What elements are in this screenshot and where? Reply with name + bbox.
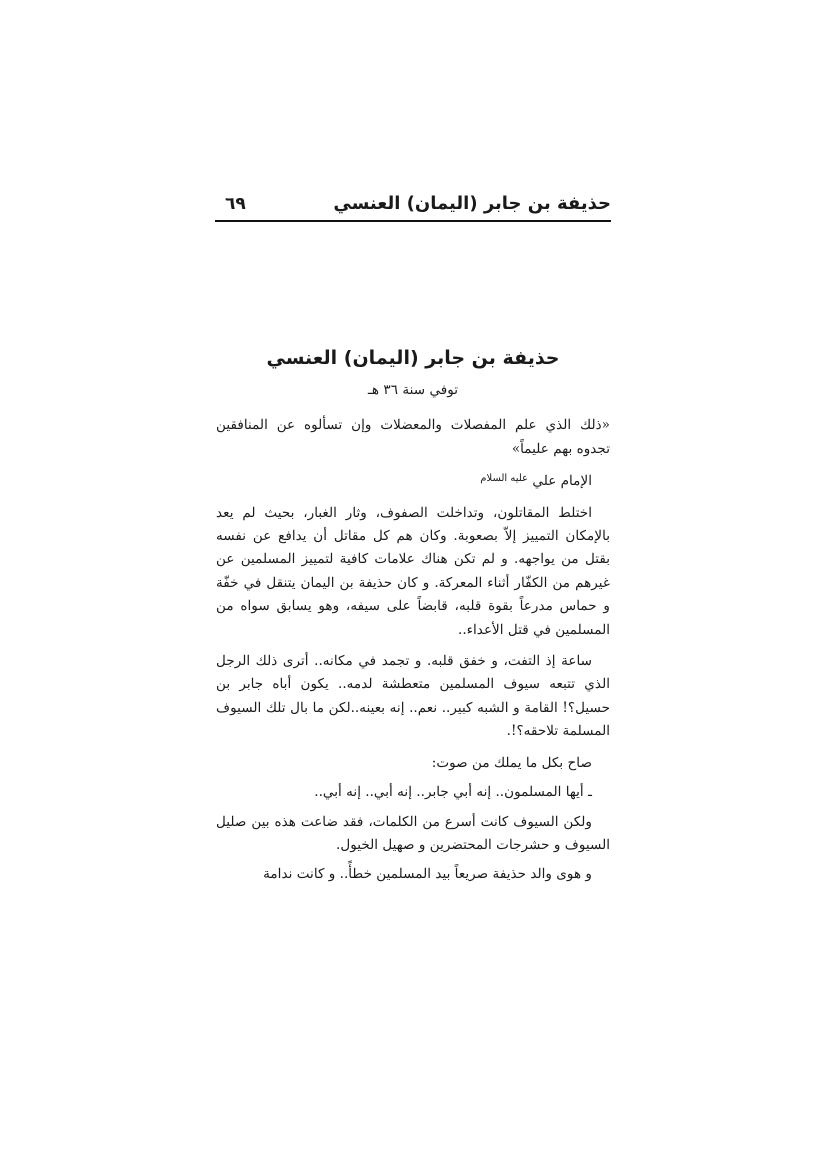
death-year: توفي سنة ٣٦ هـ [367, 382, 459, 398]
epigraph-attribution [216, 467, 592, 493]
paragraph-battle: اختلط المقاتلون، وتداخلت الصفوف، وثار الغبار، بحيث لم يعد بالإمكان التمييز إلاّ بصعوبة. وكان هم كل مقاتل أن يدافع عن نفسه بقتل من يواجهه. و لم تكن هناك علامات كافية لتمييز المسلمين عن غيرهم من الكفّار أثناء المعركة. و كان حذيفة بن اليمان يتنقل في خفّة و حماس مدرعاً بقوة قلبه، قابضاً على سيفه، وهو يسابق سواه من المسلمين في قتل الأعداء.. [216, 504, 610, 638]
paragraph-recognition: ساعة إذ التفت، و خفق قلبه. و تجمد في مكانه.. أترى ذلك الرجل الذي تتبعه سيوف المسلمين متعطشة لدمه.. يكون أباه جابر بن حسيل؟! القامة و الشبه كبير.. نعم.. إنه بعينه..لكن ما بال تلك السيوف المسلمة تلاحقه؟!. [216, 653, 610, 740]
epigraph-quote: «ذلك الذي علم المفصلات والمعضلات وإن تسألوه عن المنافقين تجدوه بهم عليماً» [216, 417, 610, 457]
honorific: عليه السلام [480, 473, 529, 485]
page-body [216, 343, 610, 893]
paragraph-swords: ولكن السيوف كانت أسرع من الكلمات، فقد ضاعت هذه بين صليل السيوف و حشرجات المحتضرين و صهيل الخيول. [216, 813, 610, 853]
paragraph-shout-intro: صاح بكل ما يملك من صوت: [431, 754, 592, 771]
running-header [215, 190, 611, 220]
chapter-title: حذيفة بن جابر (اليمان) العنسي [266, 347, 560, 369]
paragraph-death: و هوى والد حذيفة صريعاً بيد المسلمين خطأً.. و كانت ندامة [263, 866, 592, 883]
attribution-name: الإمام علي [532, 473, 592, 490]
header-rule [215, 220, 611, 222]
paragraph-shout: ـ أيها المسلمون.. إنه أبي جابر.. إنه أبي.. إنه أبي.. [314, 784, 592, 801]
running-title: حذيفة بن جابر (اليمان) العنسي [333, 193, 611, 214]
page-number: ٦٩ [225, 194, 246, 214]
